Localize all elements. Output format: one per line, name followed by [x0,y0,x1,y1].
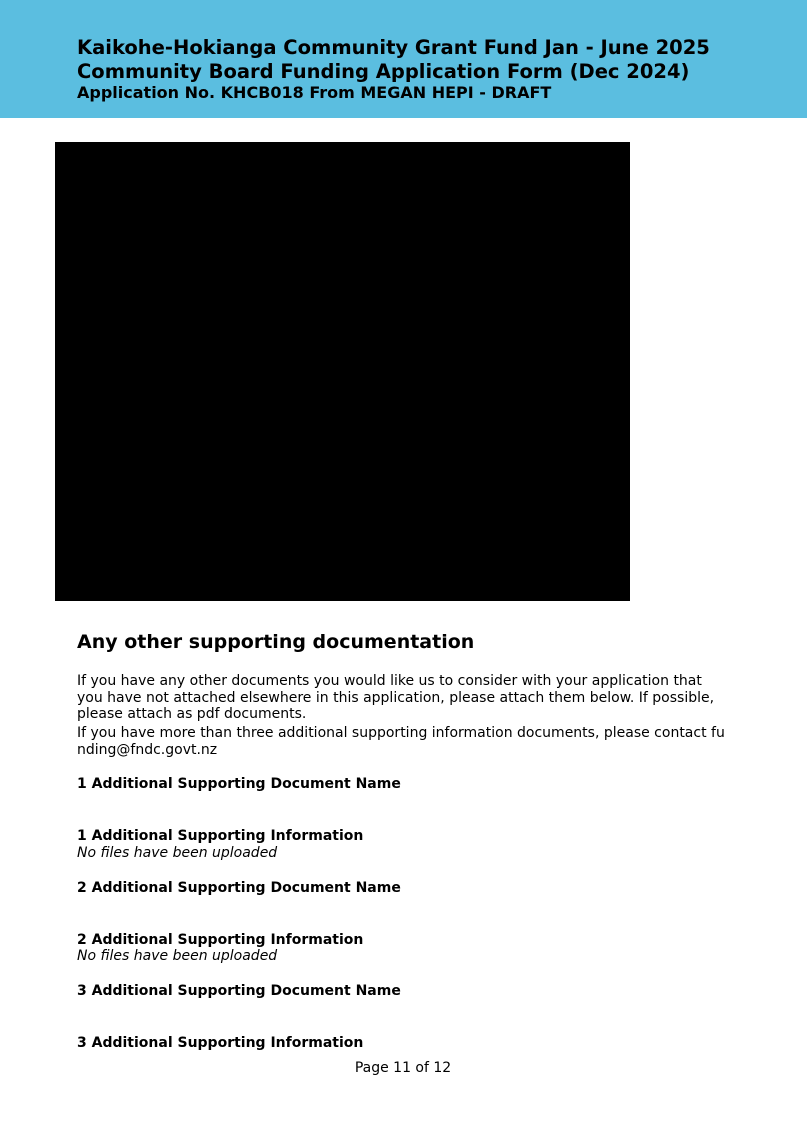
page-number [0,1060,807,1077]
supporting-info-label-1: 1 Additional Supporting Information [77,828,364,844]
contact-line: If you have more than three additional supporting information documents, please contact fu [77,725,725,741]
form-title: Kaikohe-Hokianga Community Grant Fund Jan - June 2025 [77,36,710,59]
supporting-info-label-3: 3 Additional Supporting Information [77,1035,364,1051]
contact-email: nding@fndc.govt.nz [77,741,218,758]
contact-paragraph [77,725,725,758]
form-subtitle: Community Board Funding Application Form (Dec 2024) [77,60,690,83]
document-name-label-3: 3 Additional Supporting Document Name [77,983,401,999]
supporting-info-label-2: 2 Additional Supporting Information [77,932,364,948]
instructions-line: you have not attached elsewhere in this application, please attach them below. If possible, [77,689,715,706]
supporting-info-value-1: No files have been uploaded [77,845,278,861]
document-name-label-2: 2 Additional Supporting Document Name [77,880,401,896]
section-heading: Any other supporting documentation [77,631,475,653]
redacted-image [55,142,630,601]
instructions-paragraph [77,673,714,723]
page-number-text: Page 11 of 12 [354,1060,452,1076]
instructions-line: If you have any other documents you would like us to consider with your application that [77,673,702,689]
document-name-label-1: 1 Additional Supporting Document Name [77,776,401,792]
application-number: Application No. KHCB018 From MEGAN HEPI - DRAFT [77,83,552,102]
supporting-info-value-2: No files have been uploaded [77,948,278,964]
instructions-line: please attach as pdf documents. [77,706,307,722]
